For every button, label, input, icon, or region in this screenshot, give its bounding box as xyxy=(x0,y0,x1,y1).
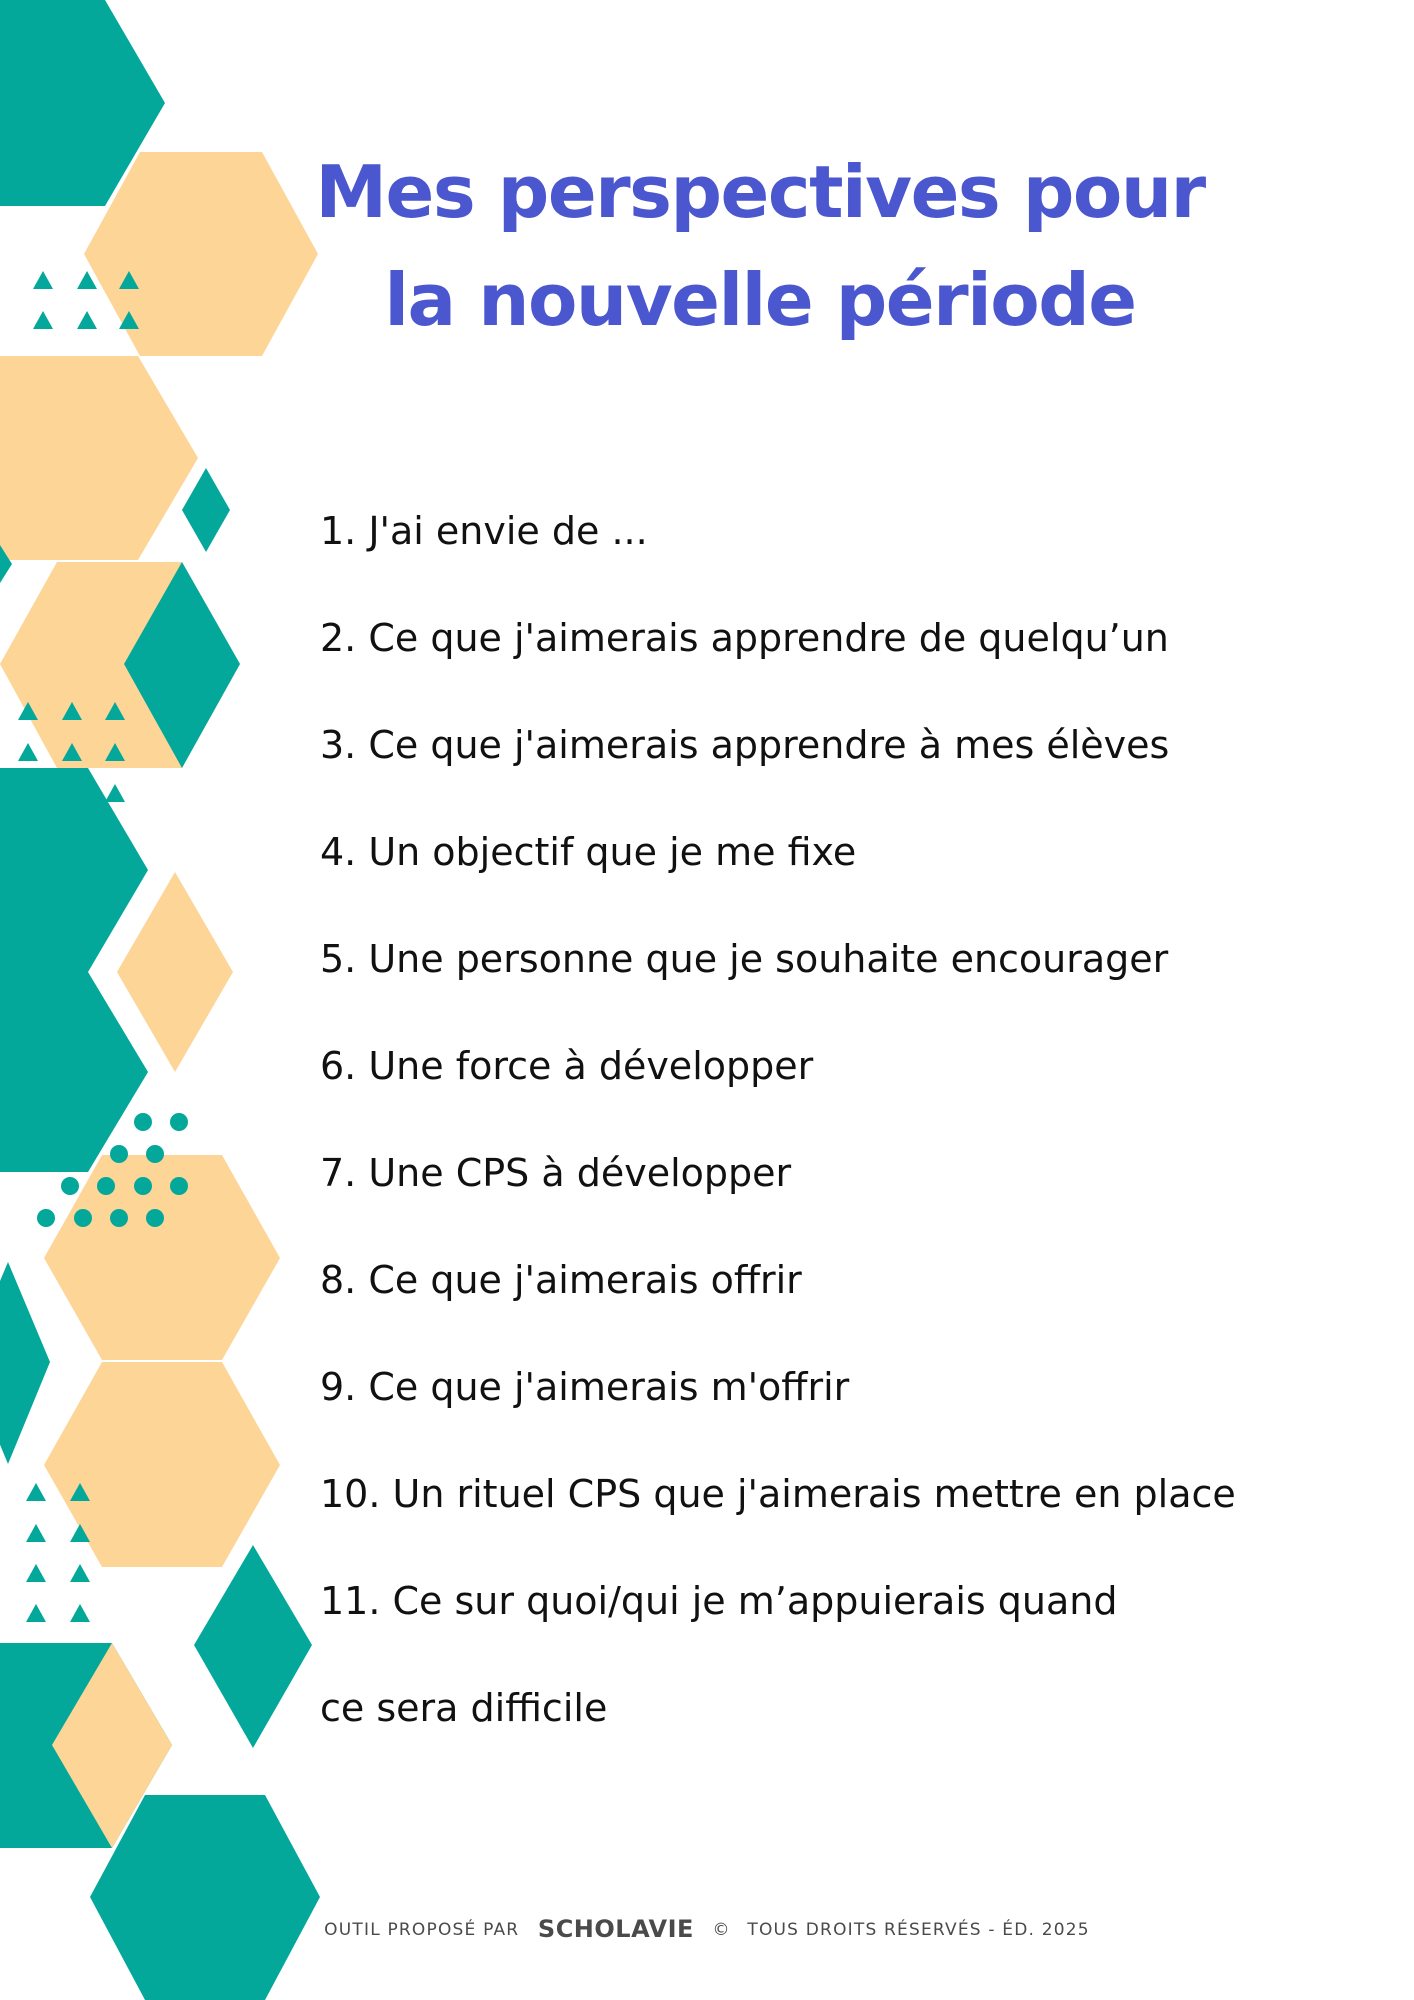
triangle-icon xyxy=(26,1564,46,1582)
dot-icon xyxy=(134,1113,152,1131)
copyright-icon: © xyxy=(712,1920,731,1940)
dot-icon xyxy=(170,1113,188,1131)
teal-hexagon-icon xyxy=(0,768,148,972)
title-line-1: Mes perspectives pour xyxy=(315,150,1205,234)
page-title xyxy=(300,138,1220,354)
dot-icon xyxy=(61,1177,79,1195)
triangle-icon xyxy=(33,311,53,329)
dot-icon xyxy=(146,1145,164,1163)
teal-diamond-icon xyxy=(0,1262,50,1464)
teal-hexagon-icon xyxy=(0,972,148,1172)
list-item-continuation: ce sera difficile xyxy=(320,1686,608,1730)
list-item: 5. Une personne que je souhaite encourager xyxy=(320,937,1169,981)
triangle-icon xyxy=(26,1524,46,1542)
triangle-icon xyxy=(33,271,53,289)
dot-icon xyxy=(97,1177,115,1195)
triangle-icon xyxy=(70,1604,90,1622)
title-line-2: la nouvelle période xyxy=(384,258,1136,342)
triangle-icon xyxy=(77,311,97,329)
triangle-icon xyxy=(70,1564,90,1582)
dot-icon xyxy=(110,1209,128,1227)
footer xyxy=(0,1915,1414,1943)
dot-icon xyxy=(110,1145,128,1163)
dot-icon xyxy=(146,1209,164,1227)
peach-diamond-icon xyxy=(117,872,233,1072)
list-item: 6. Une force à développer xyxy=(320,1044,814,1088)
list-item: 3. Ce que j'aimerais apprendre à mes élèves xyxy=(320,723,1170,767)
list-item: 9. Ce que j'aimerais m'offrir xyxy=(320,1365,850,1409)
list-item: 10. Un rituel CPS que j'aimerais mettre en place xyxy=(320,1472,1236,1516)
list-item: 8. Ce que j'aimerais offrir xyxy=(320,1258,802,1302)
dot-icon xyxy=(134,1177,152,1195)
perspectives-list xyxy=(320,478,1380,1762)
footer-prefix: OUTIL PROPOSÉ PAR xyxy=(324,1920,520,1940)
list-item: 2. Ce que j'aimerais apprendre de quelqu’un xyxy=(320,616,1169,660)
dot-icon xyxy=(74,1209,92,1227)
triangle-icon xyxy=(77,271,97,289)
triangle-icon xyxy=(26,1604,46,1622)
peach-hexagon-icon xyxy=(44,1155,280,1360)
triangle-icon xyxy=(26,1483,46,1501)
decorative-hexagon-pattern xyxy=(0,0,340,2000)
dot-icon xyxy=(37,1209,55,1227)
triangle-icon xyxy=(105,784,125,802)
footer-rights: TOUS DROITS RÉSERVÉS - ÉD. 2025 xyxy=(747,1920,1090,1940)
peach-hexagon-icon xyxy=(0,356,198,560)
list-item: 4. Un objectif que je me fixe xyxy=(320,830,857,874)
list-item: 11. Ce sur quoi/qui je m’appuierais quand xyxy=(320,1579,1118,1623)
hexagon-shapes xyxy=(0,0,320,2000)
teal-diamond-icon xyxy=(194,1545,312,1748)
teal-diamond-icon xyxy=(182,468,230,552)
list-item: 1. J'ai envie de ... xyxy=(320,509,648,553)
peach-hexagon-icon xyxy=(84,152,318,356)
triangle-icon xyxy=(18,743,38,761)
scholavie-logo: SCHOLAVIE xyxy=(537,1915,694,1943)
list-item: 7. Une CPS à développer xyxy=(320,1151,792,1195)
dot-icon xyxy=(170,1177,188,1195)
